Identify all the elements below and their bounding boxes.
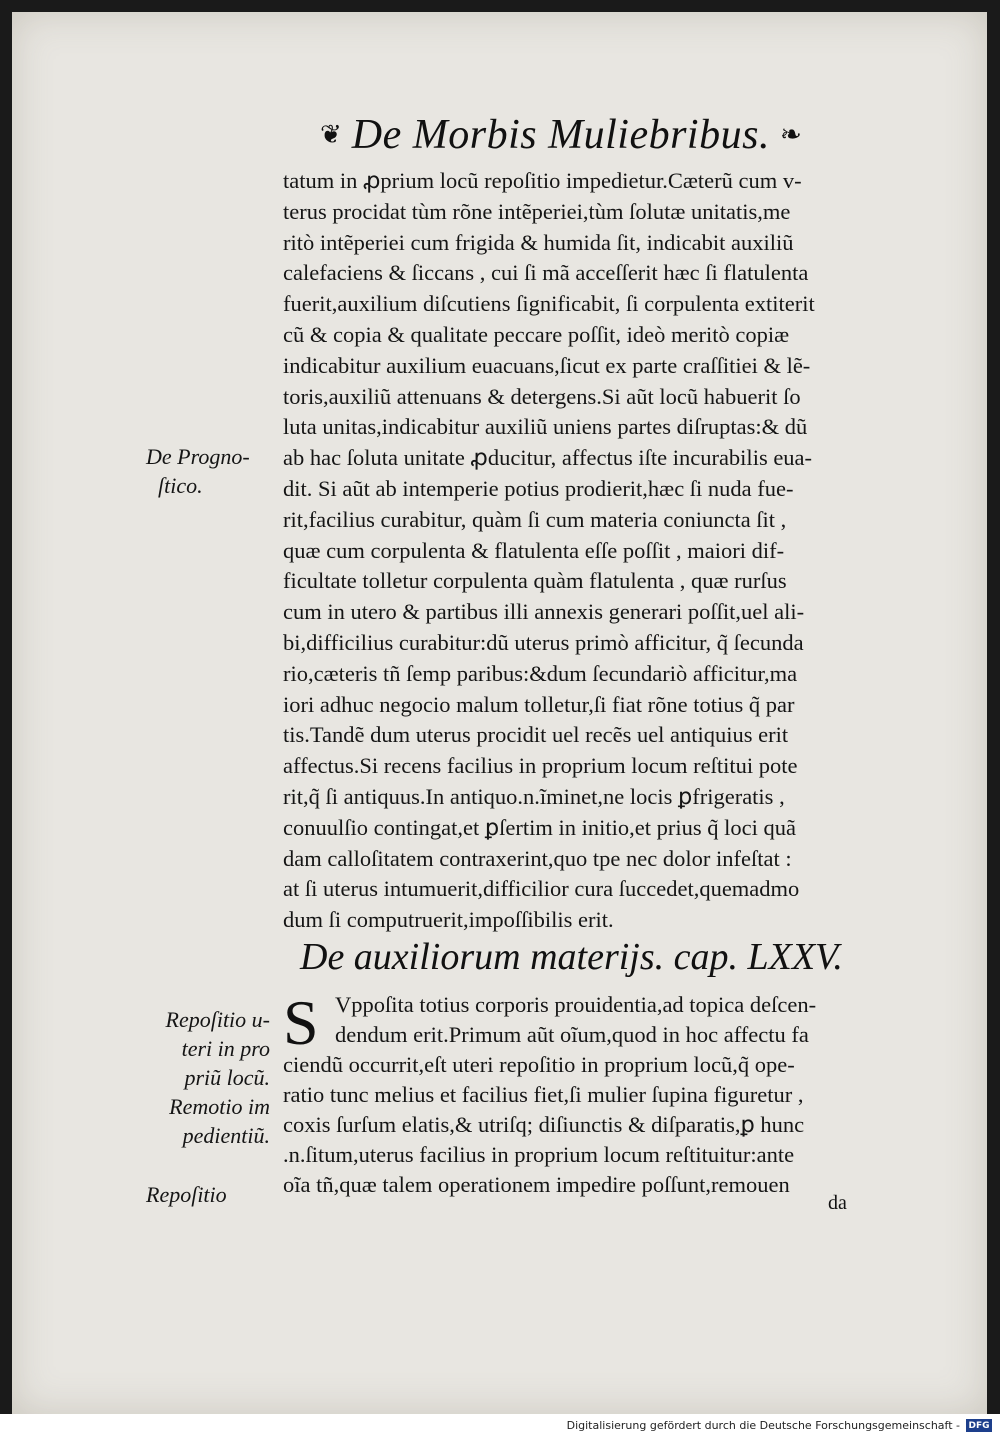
text-line: Vppoſita totius corporis prouidentia,ad topica deſcen- xyxy=(335,992,817,1017)
text-line: oĩa tñ,quæ talem operationem impedire poſſunt,remouen xyxy=(283,1172,790,1197)
text-line: dendum erit.Primum aũt oĩum,quod in hoc affectu fa xyxy=(335,1022,809,1047)
text-line: rit,facilius curabitur, quàm ſi cum materia coniuncta ſit , xyxy=(283,506,787,532)
text-line: dum ſi computruerit,impoſſibilis erit. xyxy=(283,907,614,933)
text-line: tatum in ꝓprium locũ repoſitio impedietur.Cæterũ cum v- xyxy=(283,168,802,193)
text-line: quæ cum corpulenta & flatulenta eſſe poſſit , maiori dif- xyxy=(283,537,785,563)
text-line: coxis ſurſum elatis,& utriſq; diſiunctis & diſparatis,ꝑ hunc xyxy=(283,1112,805,1137)
text-line: at ſi uterus intumuerit,difficilior cura ſuccedet,quemadmo xyxy=(283,876,800,902)
text-line: rit,q̃ ſi antiquus.In antiquo.n.ĩminet,ne locis ꝑfrigeratis , xyxy=(283,783,785,809)
catchword: da xyxy=(828,1192,847,1214)
section-heading: De auxiliorum materijs. cap. LXXV. xyxy=(300,936,843,978)
text-line: ritò intẽperiei cum frigida & humida ſit, indicabit auxiliũ xyxy=(283,229,794,255)
marginal-line: Repoſitio u- xyxy=(165,1007,270,1032)
text-line: cum in utero & partibus illi annexis generari poſſit,uel ali- xyxy=(283,599,805,625)
footer-bar xyxy=(0,1414,1000,1437)
marginal-note-prognostico xyxy=(146,442,250,500)
marginal-line: pedientiũ. xyxy=(182,1123,270,1148)
drop-cap: S xyxy=(283,987,319,1058)
marginal-line: Remotio im xyxy=(169,1094,270,1119)
marginal-line: De Progno- xyxy=(146,444,250,469)
text-line: luta unitas,indicabitur auxiliũ uniens partes diſruptas:& dũ xyxy=(283,414,808,440)
right-ornament-icon: ❧ xyxy=(779,120,802,150)
text-line: .n.ſitum,uterus facilius in proprium locum reſtituitur:ante xyxy=(283,1142,795,1167)
text-line: terus procidat tùm rõne intẽperiei,tùm ſolutæ unitatis,me xyxy=(283,198,791,224)
marginal-line: teri in pro xyxy=(181,1036,270,1061)
marginal-line: Repoſitio xyxy=(146,1182,227,1207)
marginal-note-repositio-2 xyxy=(146,1180,227,1209)
text-line: affectus.Si recens facilius in proprium locum reſtitui pote xyxy=(283,753,798,779)
text-line: ficultate tolletur corpulenta quàm flatulenta , quæ rurſus xyxy=(283,568,787,594)
dfg-logo: DFG xyxy=(966,1419,992,1432)
left-ornament-icon: ❦ xyxy=(320,120,342,150)
marginal-line: ſtico. xyxy=(158,473,203,498)
marginal-note-repositio xyxy=(146,1005,270,1150)
text-line: tis.Tandẽ dum uterus procidit uel recẽs uel antiquius erit xyxy=(283,722,789,748)
text-line: toris,auxiliũ attenuans & detergens.Si aũt locũ habuerit ſo xyxy=(283,383,801,409)
text-line: iori adhuc negocio malum tolletur,ſi fiat rõne totius q̃ par xyxy=(283,691,795,717)
text-line: fuerit,auxilium diſcutiens ſignificabit, ſi corpulenta extiterit xyxy=(283,291,815,317)
page-title: De Morbis Muliebribus. xyxy=(351,112,770,158)
text-line: ab hac ſoluta unitate ꝓducitur, affectus iſte incurabilis eua- xyxy=(283,445,813,471)
text-line: dit. Si aũt ab intemperie potius prodierit,hæc ſi nuda fue- xyxy=(283,475,794,501)
text-line: conuulſio contingat,et ꝑſertim in initio,et prius q̃ loci quã xyxy=(283,814,796,840)
text-line: dam calloſitatem contraxerint,quo tpe nec dolor infeſtat : xyxy=(283,845,792,871)
marginal-line: priũ locũ. xyxy=(184,1065,270,1090)
running-header xyxy=(320,105,860,165)
text-line: calefaciens & ſiccans , cui ſi mã acceſſerit hæc ſi flatulenta xyxy=(283,260,809,286)
text-line: indicabitur auxilium euacuans,ſicut ex parte craſſitiei & lẽ- xyxy=(283,352,811,378)
section-text-block xyxy=(283,987,923,1200)
text-line: ciendũ occurrit,eſt uteri repoſitio in proprium locũ,q̃ ope- xyxy=(283,1052,795,1077)
main-text-block xyxy=(283,166,923,936)
text-line: cũ & copia & qualitate peccare poſſit, ideò meritò copiæ xyxy=(283,321,790,347)
text-line: rio,cæteris tñ ſemp paribus:&dum ſecundariò afficitur,ma xyxy=(283,660,798,686)
text-line: ratio tunc melius et facilius fiet,ſi mulier ſupina figuretur , xyxy=(283,1082,804,1107)
footer-credit: Digitalisierung gefördert durch die Deutsche Forschungsgemeinschaft - xyxy=(566,1419,960,1432)
text-line: bi,difficilius curabitur:dũ uterus primò afficitur, q̃ ſecunda xyxy=(283,629,804,655)
